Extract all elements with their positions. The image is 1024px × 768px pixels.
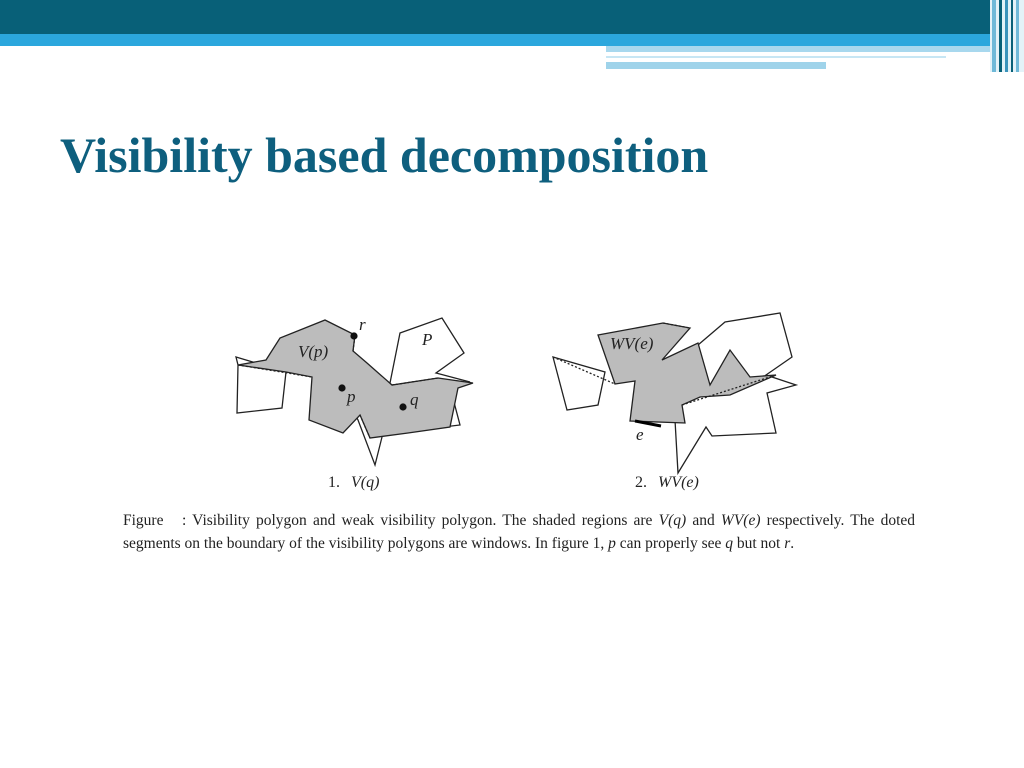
header-stripe-light bbox=[606, 46, 1024, 52]
figure-caption bbox=[123, 510, 915, 555]
caption-text-3: can properly see bbox=[619, 534, 722, 552]
label-point-q: q bbox=[410, 390, 419, 409]
panel2-caption bbox=[635, 474, 699, 491]
caption-label: Figure bbox=[123, 512, 164, 529]
caption-and: and bbox=[692, 512, 715, 529]
header-banner bbox=[0, 0, 1024, 72]
label-region-vp: V(p) bbox=[298, 342, 329, 361]
caption-text-2: respectively. The doted segments on the boundary of the visibility polygons are windows. In figure 1, bbox=[123, 512, 916, 552]
panel2-caption-num: 2. bbox=[635, 474, 647, 491]
label-point-p: p bbox=[347, 387, 356, 406]
caption-end: . bbox=[790, 534, 795, 552]
panel1-caption-num: 1. bbox=[328, 474, 340, 491]
header-corner-lines bbox=[990, 0, 1024, 72]
panel2-caption-math: WV(e) bbox=[658, 474, 699, 491]
panel-visibility-polygon bbox=[236, 315, 473, 491]
caption-text-1: : Visibility polygon and weak visibility polygon. The shaded regions are bbox=[181, 512, 653, 529]
visibility-figure bbox=[220, 305, 820, 500]
caption-var-q: q bbox=[725, 534, 733, 552]
label-edge-e: e bbox=[636, 425, 644, 444]
header-stripe-thin bbox=[606, 56, 946, 58]
label-region-wve: WV(e) bbox=[610, 334, 654, 353]
label-polygon-p: P bbox=[422, 330, 433, 349]
point-q-marker bbox=[399, 403, 406, 410]
caption-math-vq: V(q) bbox=[658, 512, 687, 529]
caption-var-p: p bbox=[608, 534, 616, 552]
panel-weak-visibility-polygon bbox=[553, 313, 796, 491]
point-r-marker bbox=[350, 332, 357, 339]
caption-var-r: r bbox=[784, 534, 791, 552]
point-p-marker bbox=[338, 384, 345, 391]
panel1-caption bbox=[328, 474, 379, 491]
caption-text-4: but not bbox=[736, 534, 781, 552]
slide-title: Visibility based decomposition bbox=[60, 127, 709, 183]
caption-math-wve: WV(e) bbox=[720, 512, 761, 529]
header-band-dark bbox=[0, 0, 1024, 34]
label-point-r: r bbox=[359, 315, 366, 334]
wv-polygon-left-outline bbox=[553, 357, 605, 410]
header-stripe-short bbox=[606, 62, 826, 69]
panel1-caption-math: V(q) bbox=[351, 474, 380, 491]
header-stripe-blue bbox=[0, 34, 1024, 46]
